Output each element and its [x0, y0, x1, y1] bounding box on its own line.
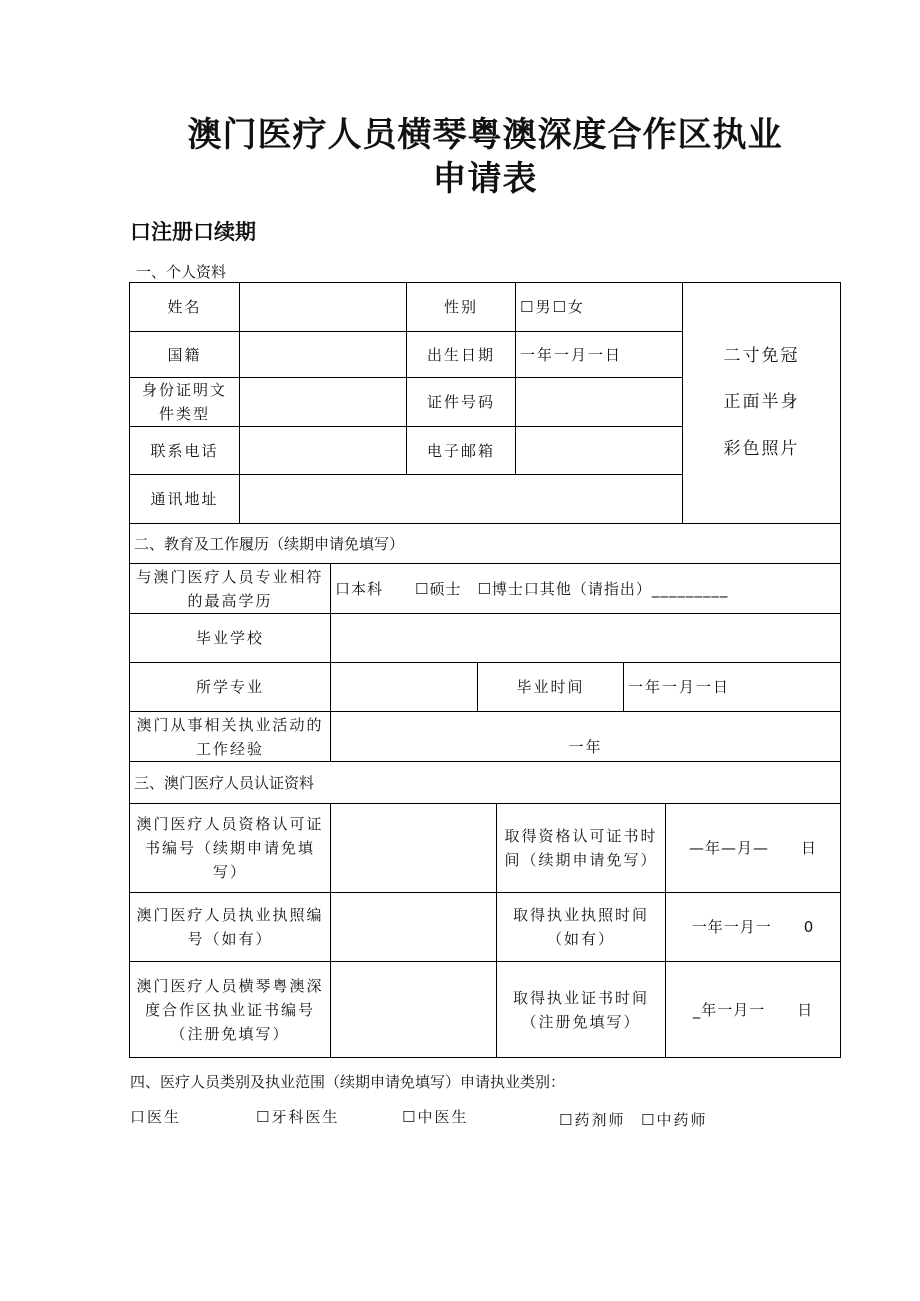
id-type-input[interactable] [240, 378, 406, 426]
registration-options[interactable]: 口注册口续期 [130, 220, 256, 244]
email-input[interactable] [516, 427, 682, 474]
name-label: 姓名 [167, 298, 202, 316]
category-dentist[interactable]: ☐牙科医生 [256, 1108, 340, 1126]
qualification-time-input[interactable]: —年—月— 日 [688, 839, 817, 857]
photo-caption-line2: 正面半身 [723, 392, 800, 412]
school-label: 毕业学校 [195, 629, 264, 647]
license-time-label: 取得执业执照时间（如有） [512, 906, 649, 948]
major-label: 所学专业 [195, 678, 264, 696]
qualification-time-label: 取得资格认可证书时间（续期申请免写） [504, 827, 658, 869]
section1-heading: 一、个人资料 [136, 263, 227, 281]
address-input[interactable] [240, 475, 682, 523]
photo-caption-line1: 二寸免冠 [723, 346, 800, 366]
birthdate-label: 出生日期 [426, 345, 495, 364]
category-chinese-pharmacist[interactable]: ☐中药师 [641, 1111, 708, 1129]
major-input[interactable] [331, 663, 477, 711]
section4-heading: 四、医疗人员类别及执业范围（续期申请免填写）申请执业类别： [130, 1073, 566, 1091]
gender-label: 性别 [443, 298, 478, 316]
name-input[interactable] [240, 283, 406, 331]
nationality-input[interactable] [240, 332, 406, 377]
degree-options[interactable]: 口本科 ☐硕士 ☐博士口其他（请指出）_________ [335, 579, 729, 598]
id-number-label: 证件号码 [426, 393, 495, 411]
degree-label: 与澳门医疗人员专业相符的最高学历 [136, 567, 324, 610]
license-time-input[interactable]: 一年一月一 0 [691, 918, 815, 936]
id-number-input[interactable] [516, 378, 682, 426]
address-label: 通讯地址 [150, 490, 219, 508]
grad-time-label: 毕业时间 [516, 678, 585, 696]
category-pharmacist[interactable]: ☐药剂师 [559, 1111, 626, 1129]
category-chinese-medicine-doctor[interactable]: ☐中医生 [402, 1108, 469, 1126]
qualification-cert-input[interactable] [331, 804, 496, 892]
license-number-input[interactable] [331, 893, 496, 961]
grad-time-input[interactable]: 一年一月一日 [628, 678, 731, 696]
gender-options[interactable]: ☐男☐女 [520, 298, 585, 316]
email-label: 电子邮箱 [426, 441, 495, 460]
nationality-label: 国籍 [167, 345, 202, 364]
section2-heading: 二、教育及工作履历（续期申请免填写） [134, 534, 405, 553]
school-input[interactable] [331, 614, 840, 662]
experience-label: 澳门从事相关执业活动的工作经验 [136, 715, 324, 758]
hengqin-time-label: 取得执业证书时间（注册免填写） [512, 988, 649, 1031]
photo-caption-line3: 彩色照片 [723, 439, 800, 459]
photo-box[interactable] [683, 283, 840, 523]
hengqin-time-input[interactable]: _年一月一 日 [692, 1000, 814, 1019]
experience-input[interactable]: 一年 [568, 738, 603, 756]
phone-input[interactable] [240, 427, 406, 474]
birthdate-input[interactable]: 一年一月一日 [520, 345, 623, 364]
category-doctor[interactable]: 口医生 [130, 1108, 182, 1126]
id-type-label: 身份证明文件类型 [141, 381, 227, 423]
hengqin-cert-input[interactable] [331, 962, 496, 1057]
form-title-line2: 申请表 [432, 159, 538, 199]
license-number-label: 澳门医疗人员执业执照编号（如有） [136, 906, 324, 948]
hengqin-cert-label: 澳门医疗人员横琴粤澳深度合作区执业证书编号（注册免填写） [136, 976, 324, 1043]
form-title-line1: 澳门医疗人员横琴粤澳深度合作区执业 [187, 115, 783, 155]
section3-heading: 三、澳门医疗人员认证资料 [134, 773, 315, 792]
phone-label: 联系电话 [150, 441, 219, 460]
qualification-cert-label: 澳门医疗人员资格认可证书编号（续期申请免填写） [136, 815, 324, 881]
